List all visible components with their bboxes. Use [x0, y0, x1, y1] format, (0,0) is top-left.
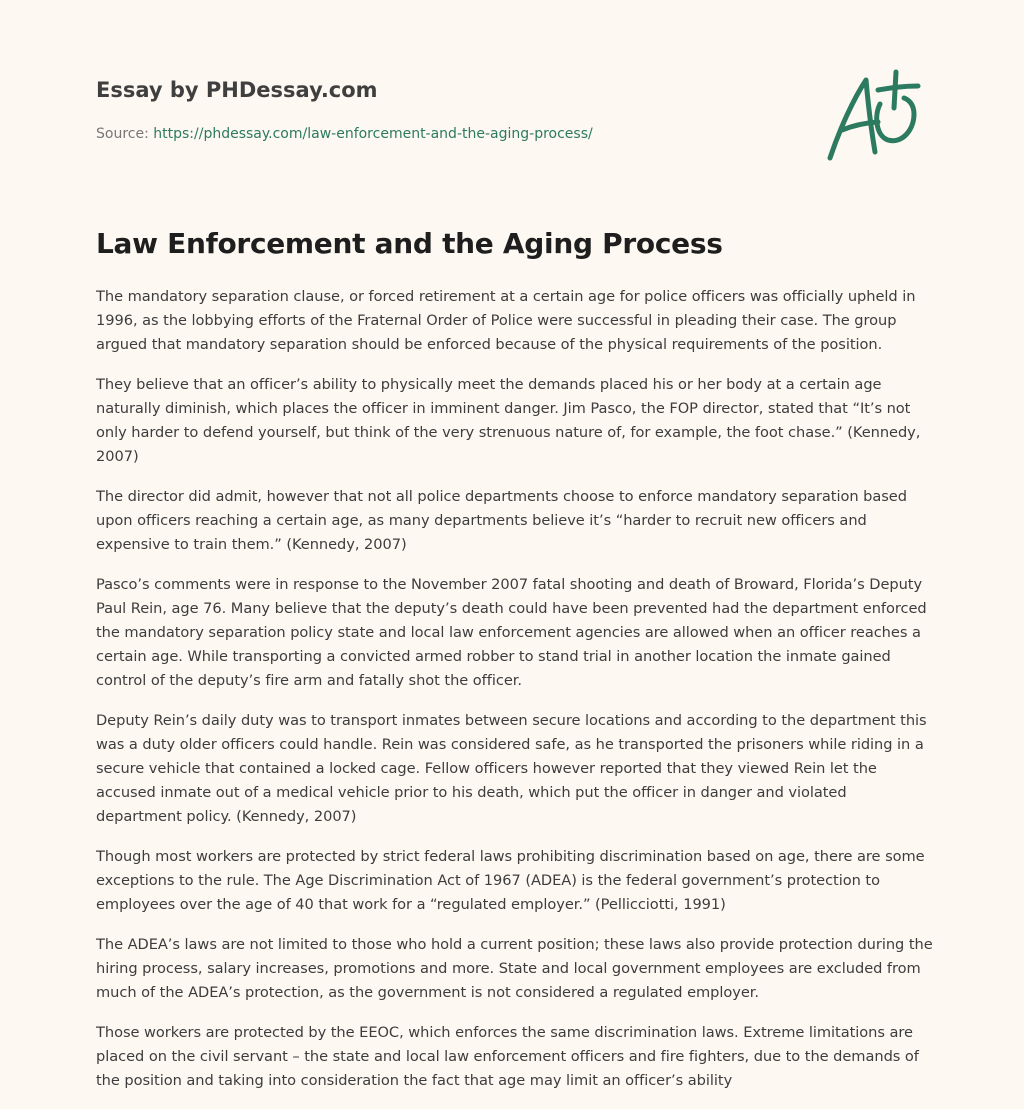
a-plus-grade-icon	[822, 68, 932, 168]
article-paragraph: Those workers are protected by the EEOC, which enforces the same discrimination laws. Extreme limitations are placed on the civil servant – the state and local law enforcement officers and fire fighters, due to the demands of the position and taking into consideration the fact that age may limit an officer’s ability	[96, 1024, 919, 1089]
article-paragraph: The director did admit, however that not all police departments choose to enforce mandatory separation based upon officers reaching a certain age, as many departments believe it’s “harder to recruit new officers and expensive to train them.” (Kennedy, 2007)	[96, 488, 907, 553]
article-body	[96, 285, 936, 1109]
source-label: Source:	[96, 126, 149, 142]
article-paragraph: They believe that an officer’s ability to physically meet the demands placed his or her body at a certain age naturally diminish, which places the officer in imminent danger. Jim Pasco, the FOP director, stated that “It’s not only harder to defend yourself, but think of the very strenuous nature of, for example, the foot chase.” (Kennedy, 2007)	[96, 376, 921, 465]
brand-title: Essay by PHDessay.com	[96, 78, 378, 102]
essay-header	[96, 76, 796, 144]
article-paragraph: Though most workers are protected by strict federal laws prohibiting discrimination based on age, there are some exceptions to the rule. The Age Discrimination Act of 1967 (ADEA) is the federal government’s protection to employees over the age of 40 that work for a “regulated employer.” (Pellicciotti, 1991)	[96, 848, 925, 913]
article-title: Law Enforcement and the Aging Process	[96, 227, 723, 260]
article-paragraph: The ADEA’s laws are not limited to those who hold a current position; these laws also provide protection during the hiring process, salary increases, promotions and more. State and local government employees are excluded from much of the ADEA’s protection, as the government is not considered a regulated employer.	[96, 936, 933, 1001]
source-line	[96, 124, 796, 144]
article-paragraph: Pasco’s comments were in response to the November 2007 fatal shooting and death of Broward, Florida’s Deputy Paul Rein, age 76. Many believe that the deputy’s death could have been prevented had the department enforced the mandatory separation policy state and local law enforcement agencies are allowed when an officer reaches a certain age. While transporting a convicted armed robber to stand trial in another location the inmate gained control of the deputy’s fire arm and fatally shot the officer.	[96, 576, 927, 689]
article-paragraph: The mandatory separation clause, or forced retirement at a certain age for police officers was officially upheld in 1996, as the lobbying efforts of the Fraternal Order of Police were successful in pleading their case. The group argued that mandatory separation should be enforced because of the physical requirements of the position.	[96, 288, 916, 353]
source-link[interactable]: https://phdessay.com/law-enforcement-and-the-aging-process/	[153, 126, 593, 142]
article-paragraph: Deputy Rein’s daily duty was to transport inmates between secure locations and according to the department this was a duty older officers could handle. Rein was considered safe, as he transported the prisoners while riding in a secure vehicle that contained a locked cage. Fellow officers however reported that they viewed Rein let the accused inmate out of a medical vehicle prior to his death, which put the officer in danger and violated department policy. (Kennedy, 2007)	[96, 712, 927, 825]
